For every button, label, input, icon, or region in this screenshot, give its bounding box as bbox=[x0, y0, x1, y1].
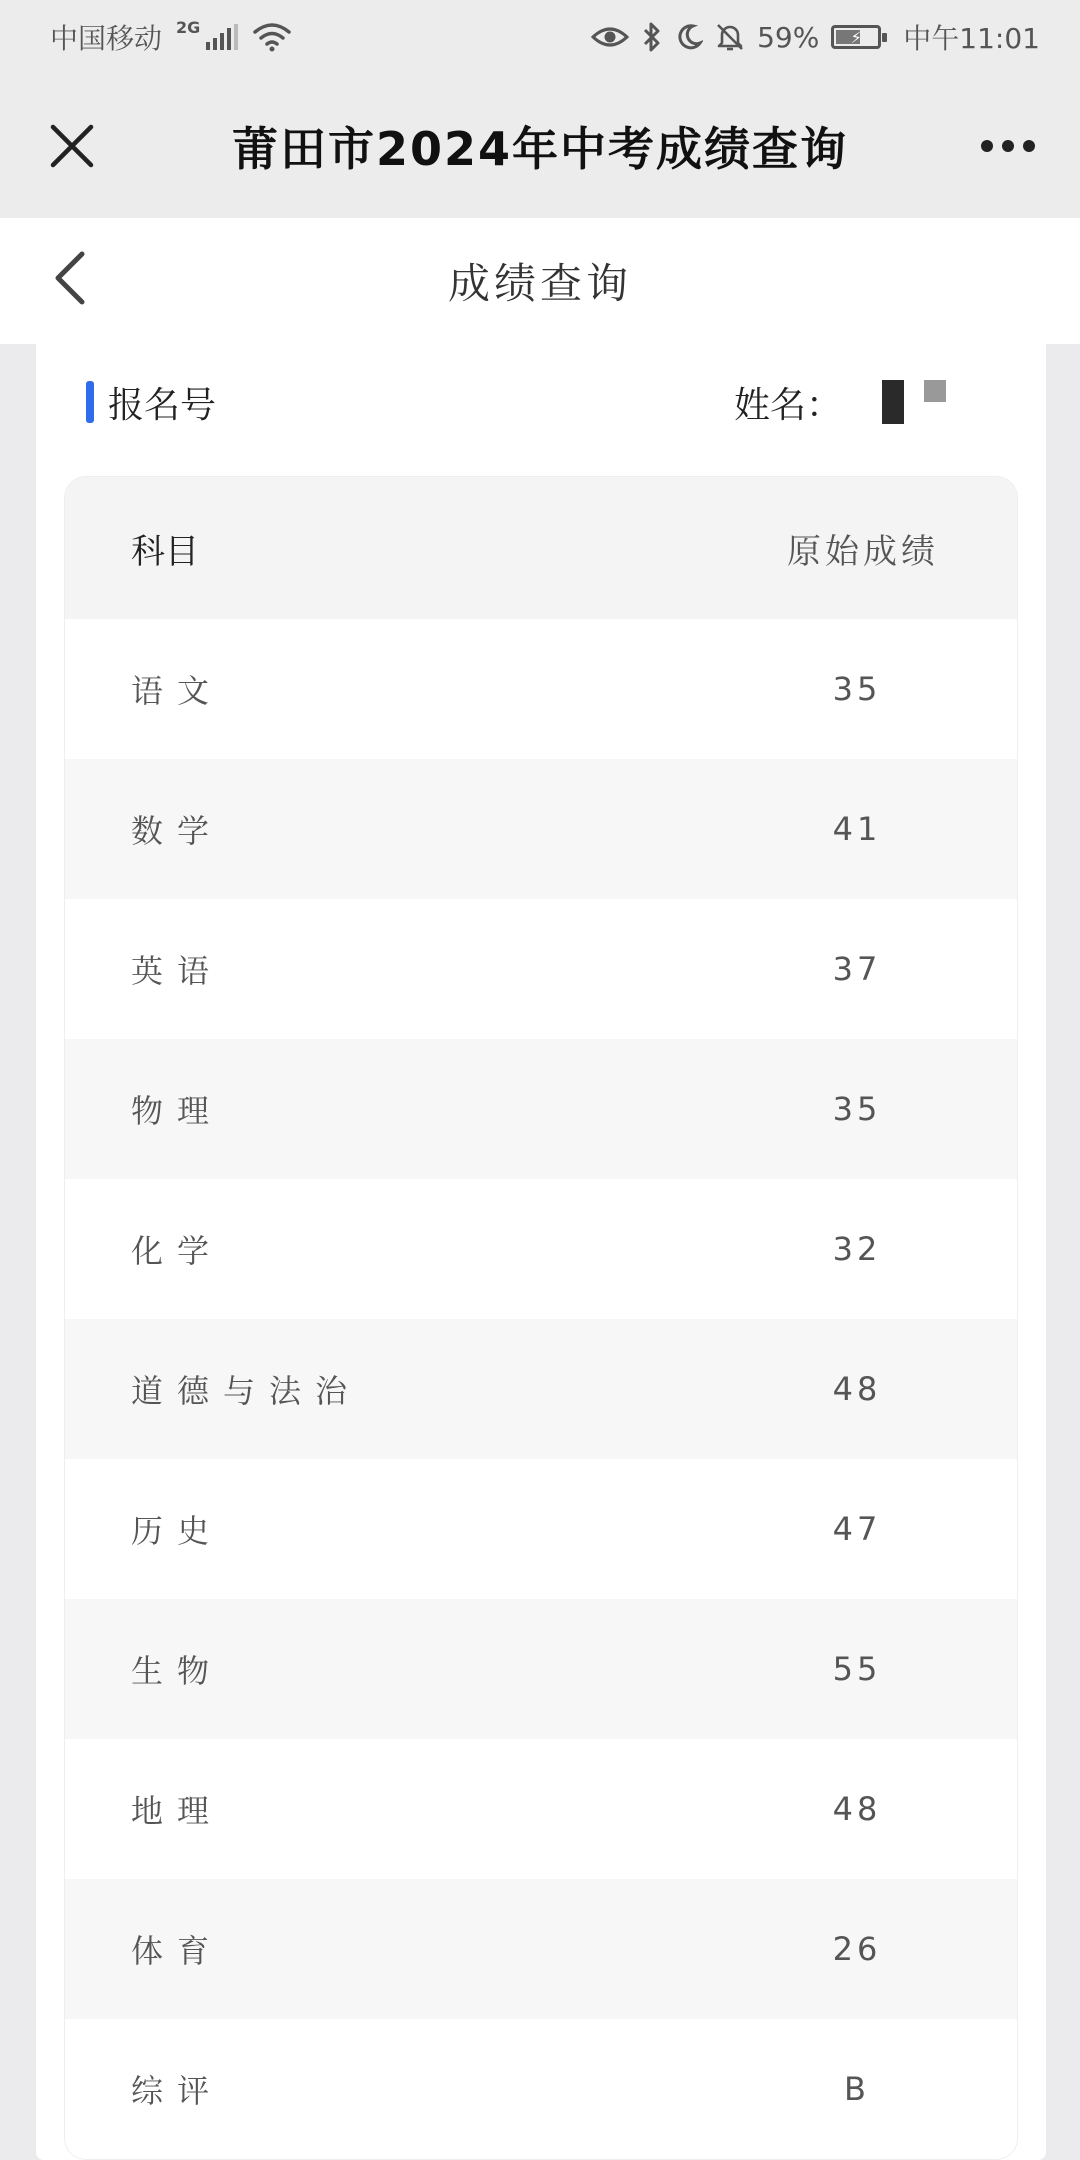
row-subject: 道德与法治 bbox=[131, 1372, 362, 1410]
row-subject: 生物 bbox=[131, 1652, 224, 1690]
registration-label-text: 报名号 bbox=[108, 384, 217, 426]
row-score: 48 bbox=[832, 1370, 882, 1408]
row-subject: 英语 bbox=[131, 952, 224, 990]
row-score: 55 bbox=[832, 1650, 882, 1688]
accent-bar bbox=[86, 381, 94, 423]
row-score: 41 bbox=[832, 810, 882, 848]
score-table bbox=[64, 476, 1018, 2160]
battery-icon: ⚡ bbox=[831, 25, 881, 49]
table-row bbox=[65, 1599, 1017, 1739]
close-icon bbox=[49, 123, 95, 169]
battery-percent: 59% bbox=[757, 20, 820, 54]
more-icon bbox=[980, 139, 1036, 153]
table-row bbox=[65, 619, 1017, 759]
score-card bbox=[36, 344, 1046, 2160]
app-title-bar bbox=[0, 74, 1080, 218]
clock: 中午11:01 bbox=[903, 22, 1040, 55]
registration-label bbox=[86, 377, 216, 428]
signal-icon bbox=[206, 24, 238, 50]
carrier-label: 中国移动 bbox=[50, 22, 163, 55]
table-row bbox=[65, 1319, 1017, 1459]
table-row bbox=[65, 2019, 1017, 2159]
row-subject: 地理 bbox=[131, 1792, 224, 1830]
row-score: 48 bbox=[832, 1790, 882, 1828]
app-title: 莆田市2024年中考成绩查询 bbox=[231, 122, 849, 176]
table-row bbox=[65, 1459, 1017, 1599]
status-left bbox=[50, 17, 292, 57]
header-score: 原始成绩 bbox=[787, 531, 939, 572]
row-score: 35 bbox=[832, 1090, 882, 1128]
table-row bbox=[65, 759, 1017, 899]
name-label: 姓名： bbox=[733, 384, 842, 426]
wifi-icon bbox=[252, 22, 292, 52]
name-field bbox=[734, 377, 946, 428]
mute-bell-icon bbox=[715, 22, 745, 52]
row-subject: 语文 bbox=[131, 672, 224, 710]
row-subject: 综评 bbox=[131, 2072, 224, 2110]
table-row bbox=[65, 1879, 1017, 2019]
more-button[interactable] bbox=[976, 114, 1040, 178]
header-subject: 科目 bbox=[131, 531, 199, 572]
row-score: 32 bbox=[832, 1230, 882, 1268]
chevron-left-icon bbox=[50, 248, 90, 308]
row-subject: 体育 bbox=[131, 1932, 224, 1970]
status-bar bbox=[0, 0, 1080, 74]
name-redacted bbox=[882, 380, 946, 424]
eye-comfort-icon bbox=[591, 24, 629, 50]
table-header bbox=[65, 477, 1017, 619]
network-type: 2G bbox=[176, 17, 201, 37]
row-subject: 物理 bbox=[131, 1092, 224, 1130]
table-row bbox=[65, 899, 1017, 1039]
row-subject: 化学 bbox=[131, 1232, 224, 1270]
info-row bbox=[36, 344, 1046, 460]
row-score: B bbox=[844, 2070, 870, 2108]
row-score: 26 bbox=[832, 1930, 882, 1968]
back-button[interactable] bbox=[50, 248, 90, 312]
row-score: 47 bbox=[832, 1510, 882, 1548]
row-score: 37 bbox=[832, 950, 882, 988]
bluetooth-icon bbox=[641, 22, 663, 52]
table-row bbox=[65, 1739, 1017, 1879]
row-subject: 历史 bbox=[131, 1512, 224, 1550]
moon-icon bbox=[675, 23, 703, 51]
row-score: 35 bbox=[832, 670, 882, 708]
close-button[interactable] bbox=[40, 114, 104, 178]
status-right bbox=[591, 17, 1040, 57]
table-row bbox=[65, 1039, 1017, 1179]
table-body bbox=[65, 619, 1017, 2159]
row-subject: 数学 bbox=[131, 812, 224, 850]
page-title: 成绩查询 bbox=[447, 259, 632, 308]
page-header bbox=[0, 218, 1080, 344]
table-row bbox=[65, 1179, 1017, 1319]
